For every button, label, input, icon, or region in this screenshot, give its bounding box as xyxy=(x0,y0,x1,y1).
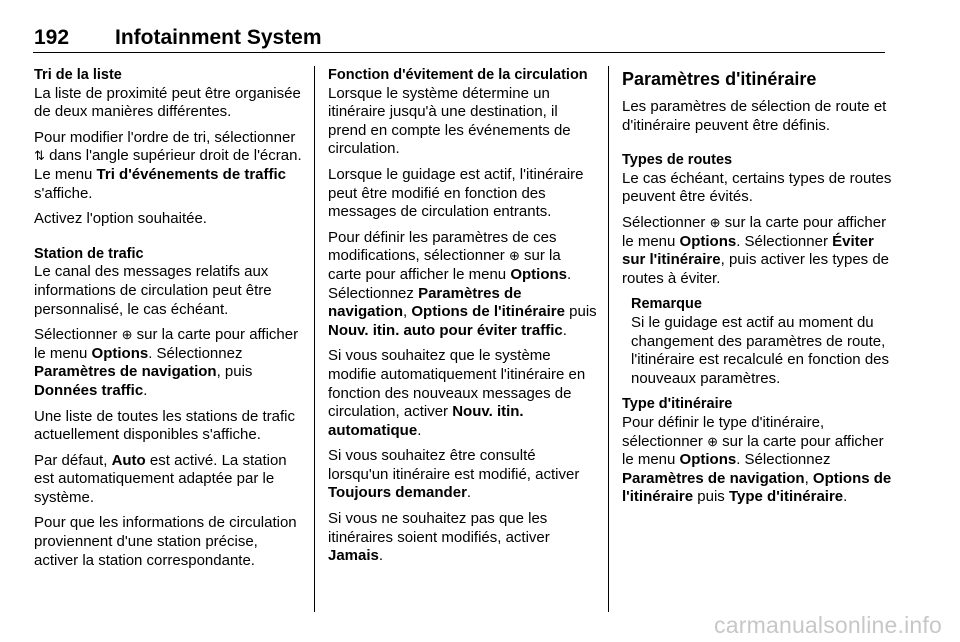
options-icon: ⊕ xyxy=(709,214,721,230)
paragraph: Pour modifier l'ordre de tri, sélectionner ⇅ dans l'angle supérieur droit de l'écran. Le menu Tri d'événements de traffic s'affiche. xyxy=(34,128,302,202)
heading-type-itineraire: Type d'itinéraire xyxy=(622,396,733,413)
note-text: Si le guidage est actif au moment du changement des paramètres de route, l'itinéraire est recalculé en fonction des nouveaux paramètres. xyxy=(631,313,890,387)
paragraph: Si vous souhaitez être consulté lorsqu'un itinéraire est modifié, activer Toujours demander. xyxy=(328,447,580,502)
column-2 xyxy=(328,66,598,573)
page-title: Infotainment System xyxy=(115,26,322,49)
paragraph: Activez l'option souhaitée. xyxy=(34,210,207,228)
sort-icon: ⇅ xyxy=(34,148,45,164)
paragraph: Le cas échéant, certains types de routes peuvent être évités. xyxy=(622,169,892,206)
paragraph: Sélectionner ⊕ sur la carte pour afficher le menu Options. Sélectionnez Paramètres de navigation, puis Données traffic. xyxy=(34,326,299,399)
page-header xyxy=(33,22,885,53)
paragraph: Par défaut, Auto est activé. La station est automatiquement adaptée par le système. xyxy=(34,451,287,506)
paragraph: Sélectionner ⊕ sur la carte pour afficher le menu Options. Sélectionner Éviter sur l'itinéraire, puis activer les types de routes à éviter. xyxy=(622,213,890,287)
note-box xyxy=(631,295,892,388)
paragraph: Le canal des messages relatifs aux informations de circulation peut être personnalisé, le cas échéant. xyxy=(34,263,272,318)
paragraph: Lorsque le système détermine un itinéraire jusqu'à une destination, il prend en compte les événements de circulation. xyxy=(328,84,571,158)
watermark: carmanualsonline.info xyxy=(714,612,942,638)
paragraph: La liste de proximité peut être organisée de deux manières différentes. xyxy=(34,84,301,121)
column-divider-1 xyxy=(314,66,315,612)
column-1 xyxy=(34,66,304,577)
column-3 xyxy=(622,66,892,514)
options-icon: ⊕ xyxy=(508,248,520,264)
paragraph: Pour que les informations de circulation proviennent d'une station précise, activer la station correspondante. xyxy=(34,514,297,569)
paragraph: Les paramètres de sélection de route et d'itinéraire peuvent être définis. xyxy=(622,98,887,134)
heading-types-routes: Types de routes xyxy=(622,152,733,169)
heading-station-trafic: Station de trafic xyxy=(34,245,144,262)
paragraph: Si vous ne souhaitez pas que les itinéraires soient modifiés, activer Jamais. xyxy=(328,510,550,565)
column-divider-2 xyxy=(608,66,609,612)
options-icon: ⊕ xyxy=(121,327,133,343)
heading-tri-liste: Tri de la liste xyxy=(34,67,122,83)
section-title: Paramètres d'itinéraire xyxy=(622,69,817,89)
page-number: 192 xyxy=(34,26,70,49)
paragraph: Pour définir les paramètres de ces modifications, sélectionner ⊕ sur la carte pour afficher le menu Options. Sélectionnez Paramètres de navigation, Options de l'itinéraire puis Nouv. itin. auto pour éviter traffic. xyxy=(328,228,597,339)
paragraph: Lorsque le guidage est actif, l'itinéraire peut être modifié en fonction des messages de circulation entrants. xyxy=(328,165,584,221)
options-icon: ⊕ xyxy=(707,433,718,449)
heading-evitement: Fonction d'évitement de la circulation xyxy=(328,67,588,83)
paragraph: Si vous souhaitez que le système modifie automatiquement l'itinéraire en fonction des nouveaux messages de circulation, activer Nouv. itin. automatique. xyxy=(328,347,586,439)
note-title: Remarque xyxy=(631,296,702,313)
paragraph: Pour définir le type d'itinéraire, sélectionner ⊕ sur la carte pour afficher le menu Options. Sélectionnez Paramètres de navigation, Options de l'itinéraire puis Type d'itinéraire. xyxy=(622,413,892,506)
paragraph: Une liste de toutes les stations de trafic actuellement disponibles s'affiche. xyxy=(34,407,295,444)
